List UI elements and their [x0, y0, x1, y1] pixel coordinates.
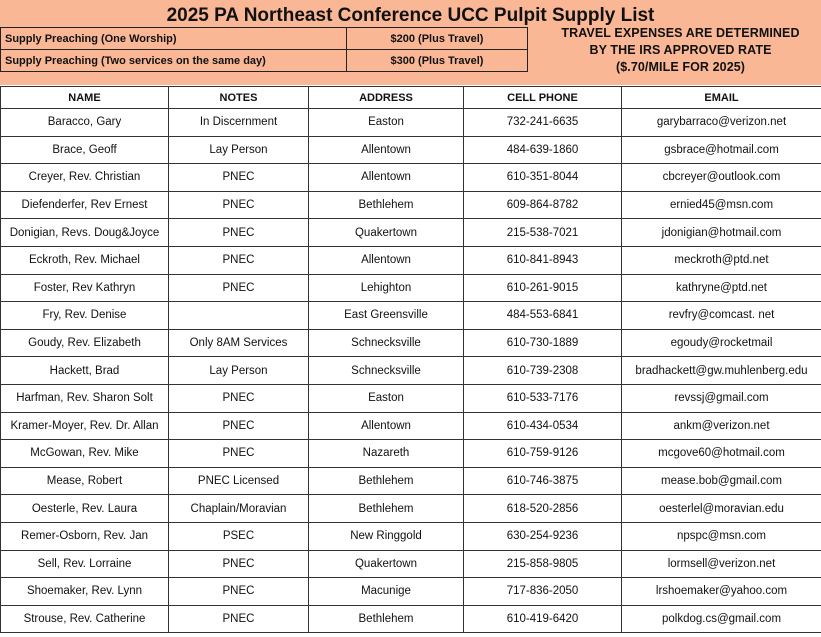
cell-name: Shoemaker, Rev. Lynn	[1, 578, 169, 606]
cell-address: Allentown	[309, 412, 464, 440]
cell-address: Quakertown	[309, 550, 464, 578]
cell-notes: PNEC	[169, 219, 309, 247]
cell-name: Creyer, Rev. Christian	[1, 164, 169, 192]
rate-amount: $300 (Plus Travel)	[347, 50, 528, 72]
cell-phone: 610-419-6420	[464, 605, 622, 633]
cell-email: lrshoemaker@yahoo.com	[622, 578, 821, 606]
cell-email: lormsell@verizon.net	[622, 550, 821, 578]
cell-notes: Only 8AM Services	[169, 329, 309, 357]
rate-label: Supply Preaching (One Worship)	[1, 28, 347, 50]
table-row	[1, 440, 821, 468]
cell-address: Easton	[309, 384, 464, 412]
cell-name: Baracco, Gary	[1, 109, 169, 137]
table-row	[1, 384, 821, 412]
cell-email: meckroth@ptd.net	[622, 246, 821, 274]
rate-row	[1, 50, 528, 72]
table-row	[1, 467, 821, 495]
cell-notes: PNEC	[169, 605, 309, 633]
header-banner	[0, 0, 821, 85]
table-row	[1, 495, 821, 523]
cell-notes: PNEC	[169, 440, 309, 468]
cell-phone: 610-730-1889	[464, 329, 622, 357]
cell-email: cbcreyer@outlook.com	[622, 164, 821, 192]
cell-address: New Ringgold	[309, 522, 464, 550]
cell-name: Kramer-Moyer, Rev. Dr. Allan	[1, 412, 169, 440]
travel-note	[540, 25, 821, 76]
column-header-email: EMAIL	[622, 87, 821, 109]
cell-email: oesterlel@moravian.edu	[622, 495, 821, 523]
cell-phone: 610-739-2308	[464, 357, 622, 385]
cell-email: mease.bob@gmail.com	[622, 467, 821, 495]
travel-note-line: TRAVEL EXPENSES ARE DETERMINED	[561, 26, 800, 40]
cell-phone: 610-759-9126	[464, 440, 622, 468]
cell-email: ernied45@msn.com	[622, 191, 821, 219]
table-row	[1, 357, 821, 385]
cell-address: Lehighton	[309, 274, 464, 302]
cell-notes: Chaplain/Moravian	[169, 495, 309, 523]
cell-phone: 610-434-0534	[464, 412, 622, 440]
cell-address: Quakertown	[309, 219, 464, 247]
rate-label: Supply Preaching (Two services on the same day)	[1, 50, 347, 72]
cell-address: Bethlehem	[309, 191, 464, 219]
cell-notes: Lay Person	[169, 357, 309, 385]
cell-email: polkdog.cs@gmail.com	[622, 605, 821, 633]
table-row	[1, 136, 821, 164]
cell-email: bradhackett@gw.muhlenberg.edu	[622, 357, 821, 385]
cell-address: Bethlehem	[309, 467, 464, 495]
cell-notes: PNEC	[169, 246, 309, 274]
cell-email: egoudy@rocketmail	[622, 329, 821, 357]
header-row	[1, 87, 821, 109]
table-row	[1, 550, 821, 578]
table-row	[1, 302, 821, 330]
cell-notes: PNEC	[169, 412, 309, 440]
cell-notes: PNEC	[169, 191, 309, 219]
cell-phone: 609-864-8782	[464, 191, 622, 219]
column-header-name: NAME	[1, 87, 169, 109]
cell-name: Hackett, Brad	[1, 357, 169, 385]
cell-name: Fry, Rev. Denise	[1, 302, 169, 330]
cell-notes: PNEC Licensed	[169, 467, 309, 495]
cell-email: kathryne@ptd.net	[622, 274, 821, 302]
travel-note-line: BY THE IRS APPROVED RATE	[589, 43, 772, 57]
cell-email: npspc@msn.com	[622, 522, 821, 550]
travel-note-line: ($.70/MILE FOR 2025)	[615, 60, 746, 74]
table-row	[1, 605, 821, 633]
table-row	[1, 109, 821, 137]
cell-phone: 610-841-8943	[464, 246, 622, 274]
cell-address: Schnecksville	[309, 329, 464, 357]
cell-name: McGowan, Rev. Mike	[1, 440, 169, 468]
table-row	[1, 329, 821, 357]
cell-notes: PNEC	[169, 384, 309, 412]
cell-address: Schnecksville	[309, 357, 464, 385]
cell-email: revfry@comcast. net	[622, 302, 821, 330]
cell-address: East Greensville	[309, 302, 464, 330]
cell-notes: PNEC	[169, 274, 309, 302]
cell-address: Easton	[309, 109, 464, 137]
column-header-cell-phone: CELL PHONE	[464, 87, 622, 109]
column-header-address: ADDRESS	[309, 87, 464, 109]
cell-name: Foster, Rev Kathryn	[1, 274, 169, 302]
rates-table	[0, 27, 528, 72]
cell-name: Eckroth, Rev. Michael	[1, 246, 169, 274]
cell-phone: 215-538-7021	[464, 219, 622, 247]
cell-name: Harfman, Rev. Sharon Solt	[1, 384, 169, 412]
cell-phone: 484-553-6841	[464, 302, 622, 330]
cell-phone: 610-261-9015	[464, 274, 622, 302]
cell-phone: 618-520-2856	[464, 495, 622, 523]
cell-notes: PNEC	[169, 550, 309, 578]
cell-phone: 610-533-7176	[464, 384, 622, 412]
table-row	[1, 246, 821, 274]
cell-name: Donigian, Revs. Doug&Joyce	[1, 219, 169, 247]
cell-email: mcgove60@hotmail.com	[622, 440, 821, 468]
cell-email: revssj@gmail.com	[622, 384, 821, 412]
supply-list-table	[0, 86, 821, 633]
table-row	[1, 578, 821, 606]
cell-notes: PSEC	[169, 522, 309, 550]
cell-phone: 630-254-9236	[464, 522, 622, 550]
cell-address: Allentown	[309, 246, 464, 274]
cell-address: Nazareth	[309, 440, 464, 468]
cell-address: Bethlehem	[309, 605, 464, 633]
cell-name: Diefenderfer, Rev Ernest	[1, 191, 169, 219]
cell-email: gsbrace@hotmail.com	[622, 136, 821, 164]
table-row	[1, 191, 821, 219]
cell-address: Bethlehem	[309, 495, 464, 523]
table-row	[1, 219, 821, 247]
cell-email: jdonigian@hotmail.com	[622, 219, 821, 247]
rate-amount: $200 (Plus Travel)	[347, 28, 528, 50]
cell-notes: PNEC	[169, 578, 309, 606]
cell-address: Allentown	[309, 136, 464, 164]
cell-name: Remer-Osborn, Rev. Jan	[1, 522, 169, 550]
column-header-notes: NOTES	[169, 87, 309, 109]
cell-phone: 215-858-9805	[464, 550, 622, 578]
cell-name: Sell, Rev. Lorraine	[1, 550, 169, 578]
cell-address: Allentown	[309, 164, 464, 192]
cell-name: Strouse, Rev. Catherine	[1, 605, 169, 633]
cell-name: Oesterle, Rev. Laura	[1, 495, 169, 523]
cell-address: Macunige	[309, 578, 464, 606]
cell-phone: 732-241-6635	[464, 109, 622, 137]
cell-notes: PNEC	[169, 164, 309, 192]
page-title: 2025 PA Northeast Conference UCC Pulpit Supply List	[166, 5, 655, 26]
cell-notes: In Discernment	[169, 109, 309, 137]
cell-name: Goudy, Rev. Elizabeth	[1, 329, 169, 357]
cell-notes: Lay Person	[169, 136, 309, 164]
table-row	[1, 412, 821, 440]
table-row	[1, 164, 821, 192]
cell-phone: 484-639-1860	[464, 136, 622, 164]
table-row	[1, 522, 821, 550]
cell-phone: 610-351-8044	[464, 164, 622, 192]
cell-name: Mease, Robert	[1, 467, 169, 495]
table-row	[1, 274, 821, 302]
rate-row	[1, 28, 528, 50]
cell-phone: 610-746-3875	[464, 467, 622, 495]
cell-name: Brace, Geoff	[1, 136, 169, 164]
cell-phone: 717-836-2050	[464, 578, 622, 606]
cell-email: ankm@verizon.net	[622, 412, 821, 440]
cell-email: garybarraco@verizon.net	[622, 109, 821, 137]
cell-notes	[169, 302, 309, 330]
